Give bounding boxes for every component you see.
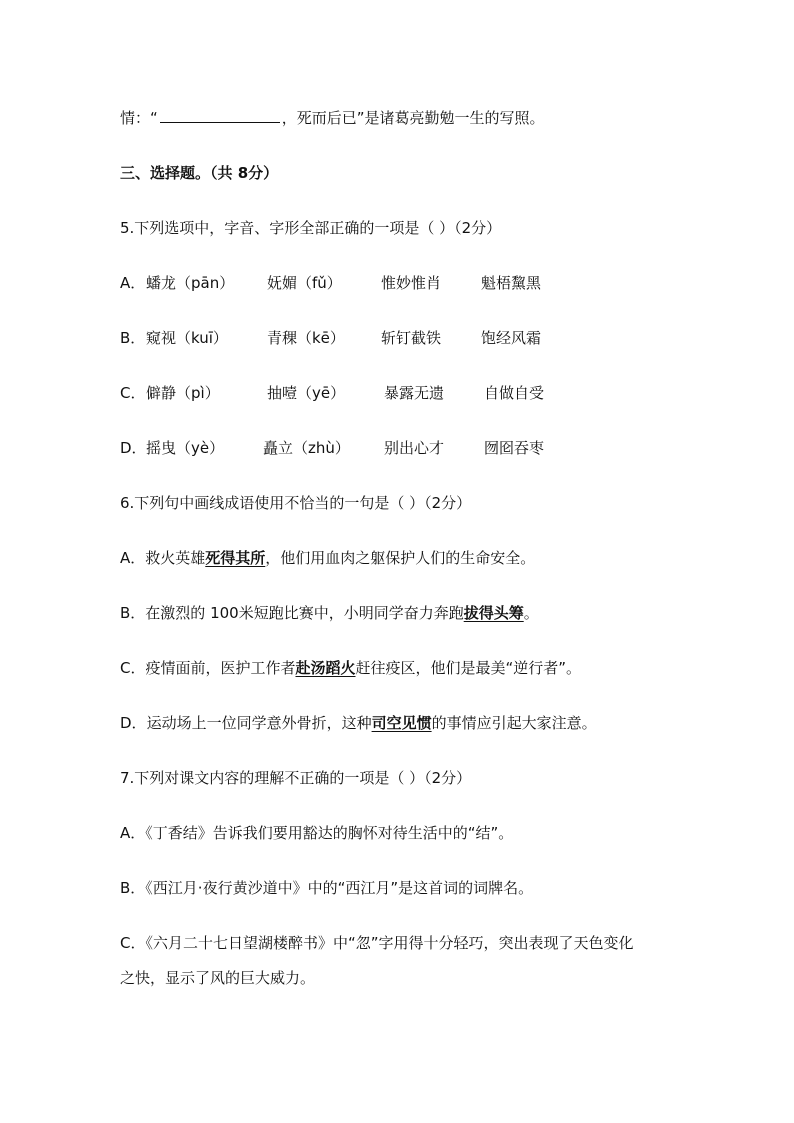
option-text: 在激烈的 100米短跑比赛中，小明同学奋力奔跑 (145, 604, 464, 622)
option-item: 魁梧黧黑 (481, 274, 542, 292)
option-letter: C． (120, 934, 146, 952)
option-text: 的事情应引起大家注意。 (431, 714, 597, 732)
option-item: 青稞（kē） (267, 329, 345, 347)
question-7-stem: 7.下列对课文内容的理解不正确的一项是（ ）（2分） (120, 769, 472, 787)
option-item: 摇曳（yè） (146, 439, 225, 457)
section-title: 三、选择题。（共 8分） (120, 164, 279, 182)
q7-option-c[interactable] (120, 933, 634, 953)
option-item: 斩钉截铁 (381, 329, 442, 347)
option-text: 《六月二十七日望湖楼醉书》中“忽”字用得十分轻巧，突出表现了天色变化 (145, 934, 634, 952)
option-item: 窥视（kuī） (146, 329, 228, 347)
q6-option-b[interactable] (120, 603, 539, 623)
option-letter: A． (120, 549, 146, 567)
intro-line (120, 108, 545, 128)
option-letter: B． (120, 879, 146, 897)
q7-option-c-continuation: 之快，显示了风的巨大威力。 (120, 969, 316, 987)
option-text: 救火英雄 (145, 549, 206, 567)
option-item: 抽噎（yē） (267, 384, 346, 402)
option-item: 饱经风霜 (481, 329, 542, 347)
option-letter: B． (120, 329, 146, 347)
option-letter: A． (120, 824, 146, 842)
underlined-idiom: 司空见惯 (371, 714, 432, 732)
question-5-stem: 5.下列选项中，字音、字形全部正确的一项是（ ）（2分） (120, 219, 502, 237)
option-item: 自做自受 (484, 384, 545, 402)
option-text: 。 (523, 604, 539, 622)
underlined-idiom: 死得其所 (205, 549, 266, 567)
option-item: 囫囵吞枣 (484, 439, 545, 457)
option-text: 《西江月·夜行黄沙道中》中的“西江月”是这首词的词牌名。 (145, 879, 534, 897)
question-6-stem: 6.下列句中画线成语使用不恰当的一句是（ ）（2分） (120, 494, 472, 512)
option-item: 妩媚（fǔ） (267, 274, 342, 292)
q7-option-b[interactable] (120, 878, 533, 898)
q6-option-d[interactable] (120, 713, 597, 733)
q7-option-a[interactable] (120, 823, 513, 843)
option-item: 矗立（zhù） (263, 439, 350, 457)
answer-blank[interactable] (160, 110, 280, 123)
option-item: 别出心才 (384, 439, 445, 457)
option-text: 赶往疫区，他们是最美“逆行者”。 (355, 659, 582, 677)
underlined-idiom: 赴汤蹈火 (295, 659, 356, 677)
option-text: ，他们用血肉之躯保护人们的生命安全。 (265, 549, 536, 567)
option-item: 僻静（pì） (146, 384, 220, 402)
option-letter: B． (120, 604, 146, 622)
option-item: 惟妙惟肖 (381, 274, 442, 292)
intro-after: ，死而后已”是诸葛亮勤勉一生的写照。 (281, 109, 545, 127)
option-letter: A． (120, 274, 146, 292)
option-text: 疫情面前，医护工作者 (145, 659, 296, 677)
underlined-idiom: 拔得头筹 (463, 604, 524, 622)
option-item: 蟠龙（pān） (146, 274, 235, 292)
option-letter: C． (120, 384, 146, 402)
option-text: 运动场上一位同学意外骨折，这种 (146, 714, 372, 732)
q6-option-a[interactable] (120, 548, 535, 568)
option-text: 《丁香结》告诉我们要用豁达的胸怀对待生活中的“结”。 (145, 824, 514, 842)
intro-before: 情：“ (120, 109, 158, 127)
option-item: 暴露无遗 (384, 384, 445, 402)
option-letter: D． (120, 714, 147, 732)
q6-option-c[interactable] (120, 658, 581, 678)
option-letter: D． (120, 439, 147, 457)
option-letter: C． (120, 659, 146, 677)
